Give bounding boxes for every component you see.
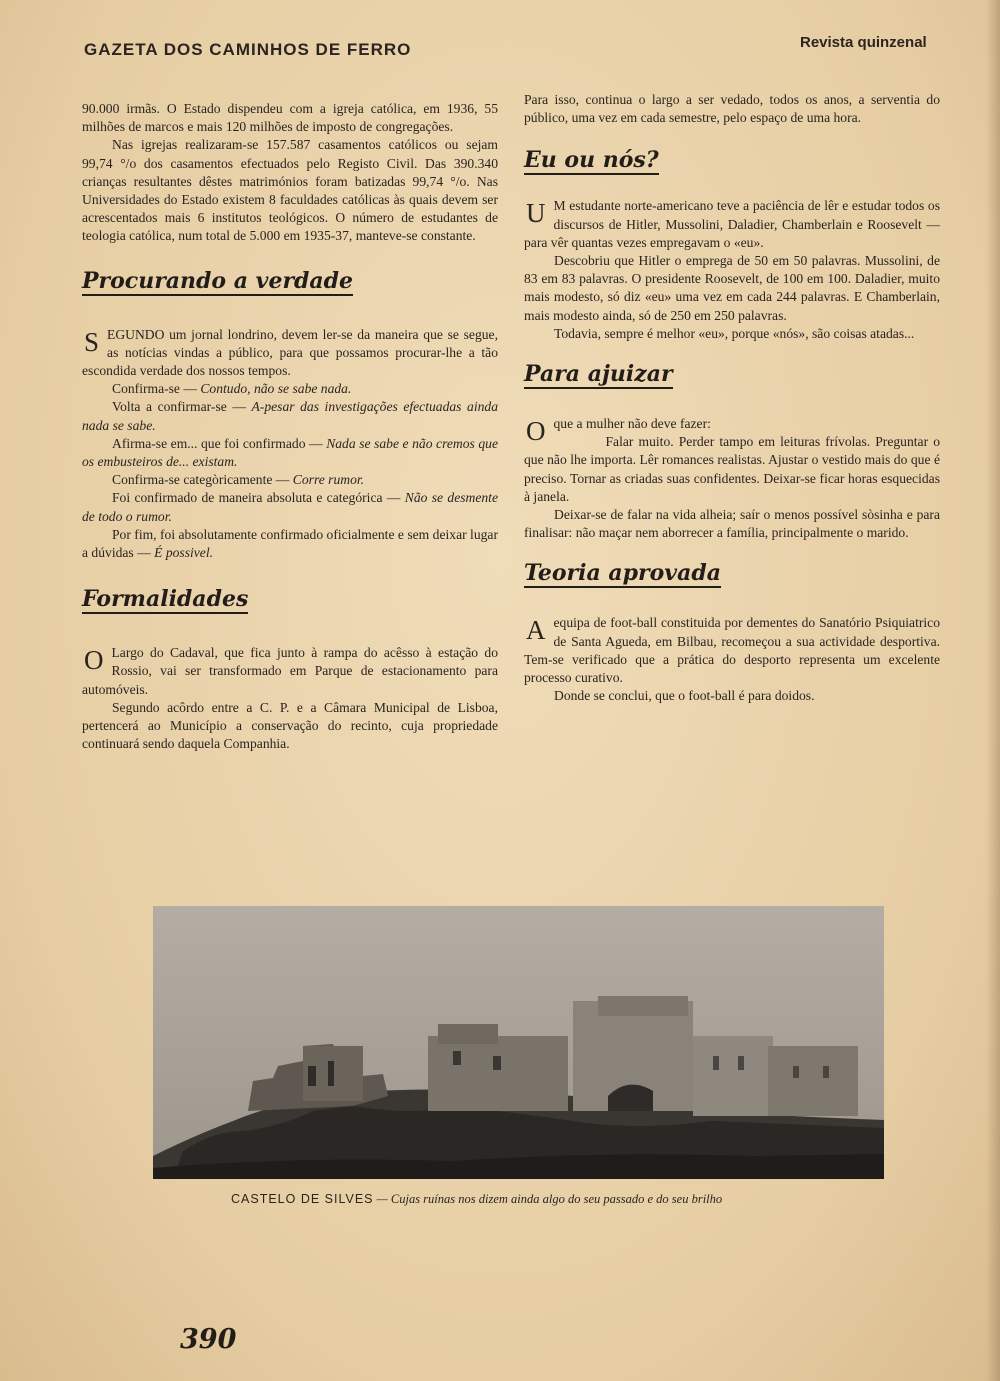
section-title-teoria-aprovada: Teoria aprovada	[524, 560, 721, 587]
line-lead: Volta a confirmar-se —	[112, 399, 252, 415]
left-intro-paragraph-2: Nas igrejas realizaram-se 157.587 casamentos católicos ou sejam 99,74 °/o dos casamentos efectuados pelo Registo Civil. Das 390.340 crianças resultantes dêstes matrimónios foram batizadas 99,74 °/o. Nas Universidades do Estado existem 8 faculdades católicas às quais devem ser acrescentados mais 6 institutos teológicos. O número de estudantes de teologia católica, num total de 5.000 em 1935-37, manteve-se constante.	[82, 137, 498, 244]
drop-cap: O	[526, 416, 546, 447]
magazine-subtitle: Revista quinzenal	[800, 34, 927, 51]
castle-photo	[153, 906, 884, 1179]
eu-ou-nos-text: M estudante norte-americano teve a paciência de lêr e estudar todos os discursos de Hitler, Mussolini, Daladier, Chamberlain e Roosevelt — para vêr quantas vezes empregavam o «eu».	[524, 198, 940, 250]
section-title-procurando: Procurando a verdade	[82, 267, 354, 294]
teoria-text: equipa de foot-ball constituida por dementes do Sanatório Psiquiatrico de Santa Agueda, em Bilbau, recomeçou a sua actividade desportiva. Tem-se verificado que a prática do desporto representa um excelente processo curativo.	[524, 615, 940, 686]
line-lead: Foi confirmado de maneira absoluta e categórica —	[112, 490, 405, 506]
line-lead: Por fim, foi absolutamente confirmado oficialmente e sem deixar lugar a dúvidas —	[82, 526, 498, 561]
teoria-paragraph	[524, 614, 940, 687]
section-title-para-ajuizar: Para ajuizar	[524, 361, 673, 388]
para-ajuizar-text: que a mulher não deve fazer:	[553, 416, 711, 432]
castle-illustration	[153, 906, 884, 1179]
procurando-line-5	[82, 489, 498, 525]
para-ajuizar-paragraph-3: Deixar-se de falar na vida alheia; saír o menos possível sòsinha e para finalisar: não maçar nem aborrecer a família, principalmente o marido.	[524, 507, 940, 541]
procurando-text: EGUNDO um jornal londrino, devem ler-se da maneira que se segue, as notícias vindas a público, para que possamos procurar-lhe a tão escondida verdade dos nossos tempos.	[82, 326, 498, 379]
procurando-paragraph	[82, 326, 498, 381]
drop-cap: A	[526, 615, 546, 646]
caption-title: CASTELO DE SILVES	[231, 1192, 374, 1206]
procurando-line-2	[82, 398, 498, 434]
right-column	[524, 91, 940, 705]
section-title-eu-ou-nos: Eu ou nós?	[524, 147, 659, 174]
line-meaning: Não se desmente de todo o rumor.	[82, 490, 498, 524]
drop-cap: U	[526, 198, 546, 229]
teoria-paragraph-2: Donde se conclui, que o foot-ball é para doidos.	[554, 688, 815, 704]
line-meaning: Nada se sabe e não cremos que os embusteiros de... existam.	[82, 435, 498, 470]
procurando-line-6	[82, 526, 498, 562]
eu-ou-nos-paragraph-3: Todavia, sempre é melhor «eu», porque «nós», são coisas atadas...	[554, 325, 915, 341]
line-lead: Confirma-se —	[112, 381, 201, 397]
drop-cap: O	[84, 645, 104, 676]
magazine-title: GAZETA DOS CAMINHOS DE FERRO	[84, 40, 412, 59]
line-lead: Afirma-se em... que foi confirmado —	[112, 435, 327, 451]
formalidades-text: Largo do Cadaval, que fica junto à rampa do acêsso à estação do Rossio, vai ser transformado em Parque de estacionamento para automóveis.	[82, 645, 498, 697]
drop-cap: S	[84, 326, 100, 357]
line-lead: Confirma-se categòricamente —	[112, 472, 293, 488]
formalidades-paragraph	[82, 644, 498, 699]
para-ajuizar-paragraph	[524, 415, 940, 447]
para-ajuizar-paragraph-2: Falar muito. Perder tampo em leituras frívolas. Preguntar o que não lhe importa. Lêr romances realistas. Ajustar o vestido mais do que é preciso. Tornar as criadas suas confidentes. Deixar-se ficar horas esquecidas à janela.	[524, 434, 940, 504]
page-number: 390	[180, 1324, 237, 1355]
page-spine-shadow	[986, 0, 1000, 1381]
section-title-formalidades: Formalidades	[82, 586, 249, 613]
caption-text: — Cujas ruínas nos dizem ainda algo do seu passado e do seu brilho	[373, 1192, 723, 1206]
line-meaning: É possivel.	[154, 545, 214, 561]
left-column	[82, 100, 498, 753]
left-intro-paragraph: 90.000 irmãs. O Estado dispendeu com a igreja católica, em 1936, 55 milhões de marcos e mais 120 milhões de imposto de congregações.	[82, 101, 498, 135]
formalidades-paragraph-2: Segundo acôrdo entre a C. P. e a Câmara Municipal de Lisboa, pertencerá ao Município a conservação do recinto, cuja propriedade continuará sendo daquela Companhia.	[82, 699, 498, 752]
eu-ou-nos-paragraph	[524, 197, 940, 252]
photo-caption	[231, 1192, 851, 1207]
line-meaning: Contudo, não se sabe nada.	[200, 381, 352, 397]
line-meaning: Corre rumor.	[292, 472, 365, 488]
eu-ou-nos-paragraph-2: Descobriu que Hitler o emprega de 50 em 50 palavras. Mussolini, de 83 em 83 palavras. O presidente Roosevelt, de 100 em 100. Daladier, muito mais modesto, só diz «eu» uma vez em cada 244 palavras. E Chamberlain, mais modesto ainda, só de 250 em 250 palavras.	[524, 253, 940, 323]
procurando-line-4	[82, 471, 498, 489]
procurando-line-1	[82, 380, 498, 398]
procurando-line-3	[82, 435, 498, 471]
line-meaning: A-pesar das investigações efectuadas ainda nada se sabe.	[82, 399, 498, 433]
right-intro-paragraph: Para isso, continua o largo a ser vedado, todos os anos, a serventia do público, uma vez em cada semestre, pelo espaço de uma hora.	[524, 92, 940, 126]
